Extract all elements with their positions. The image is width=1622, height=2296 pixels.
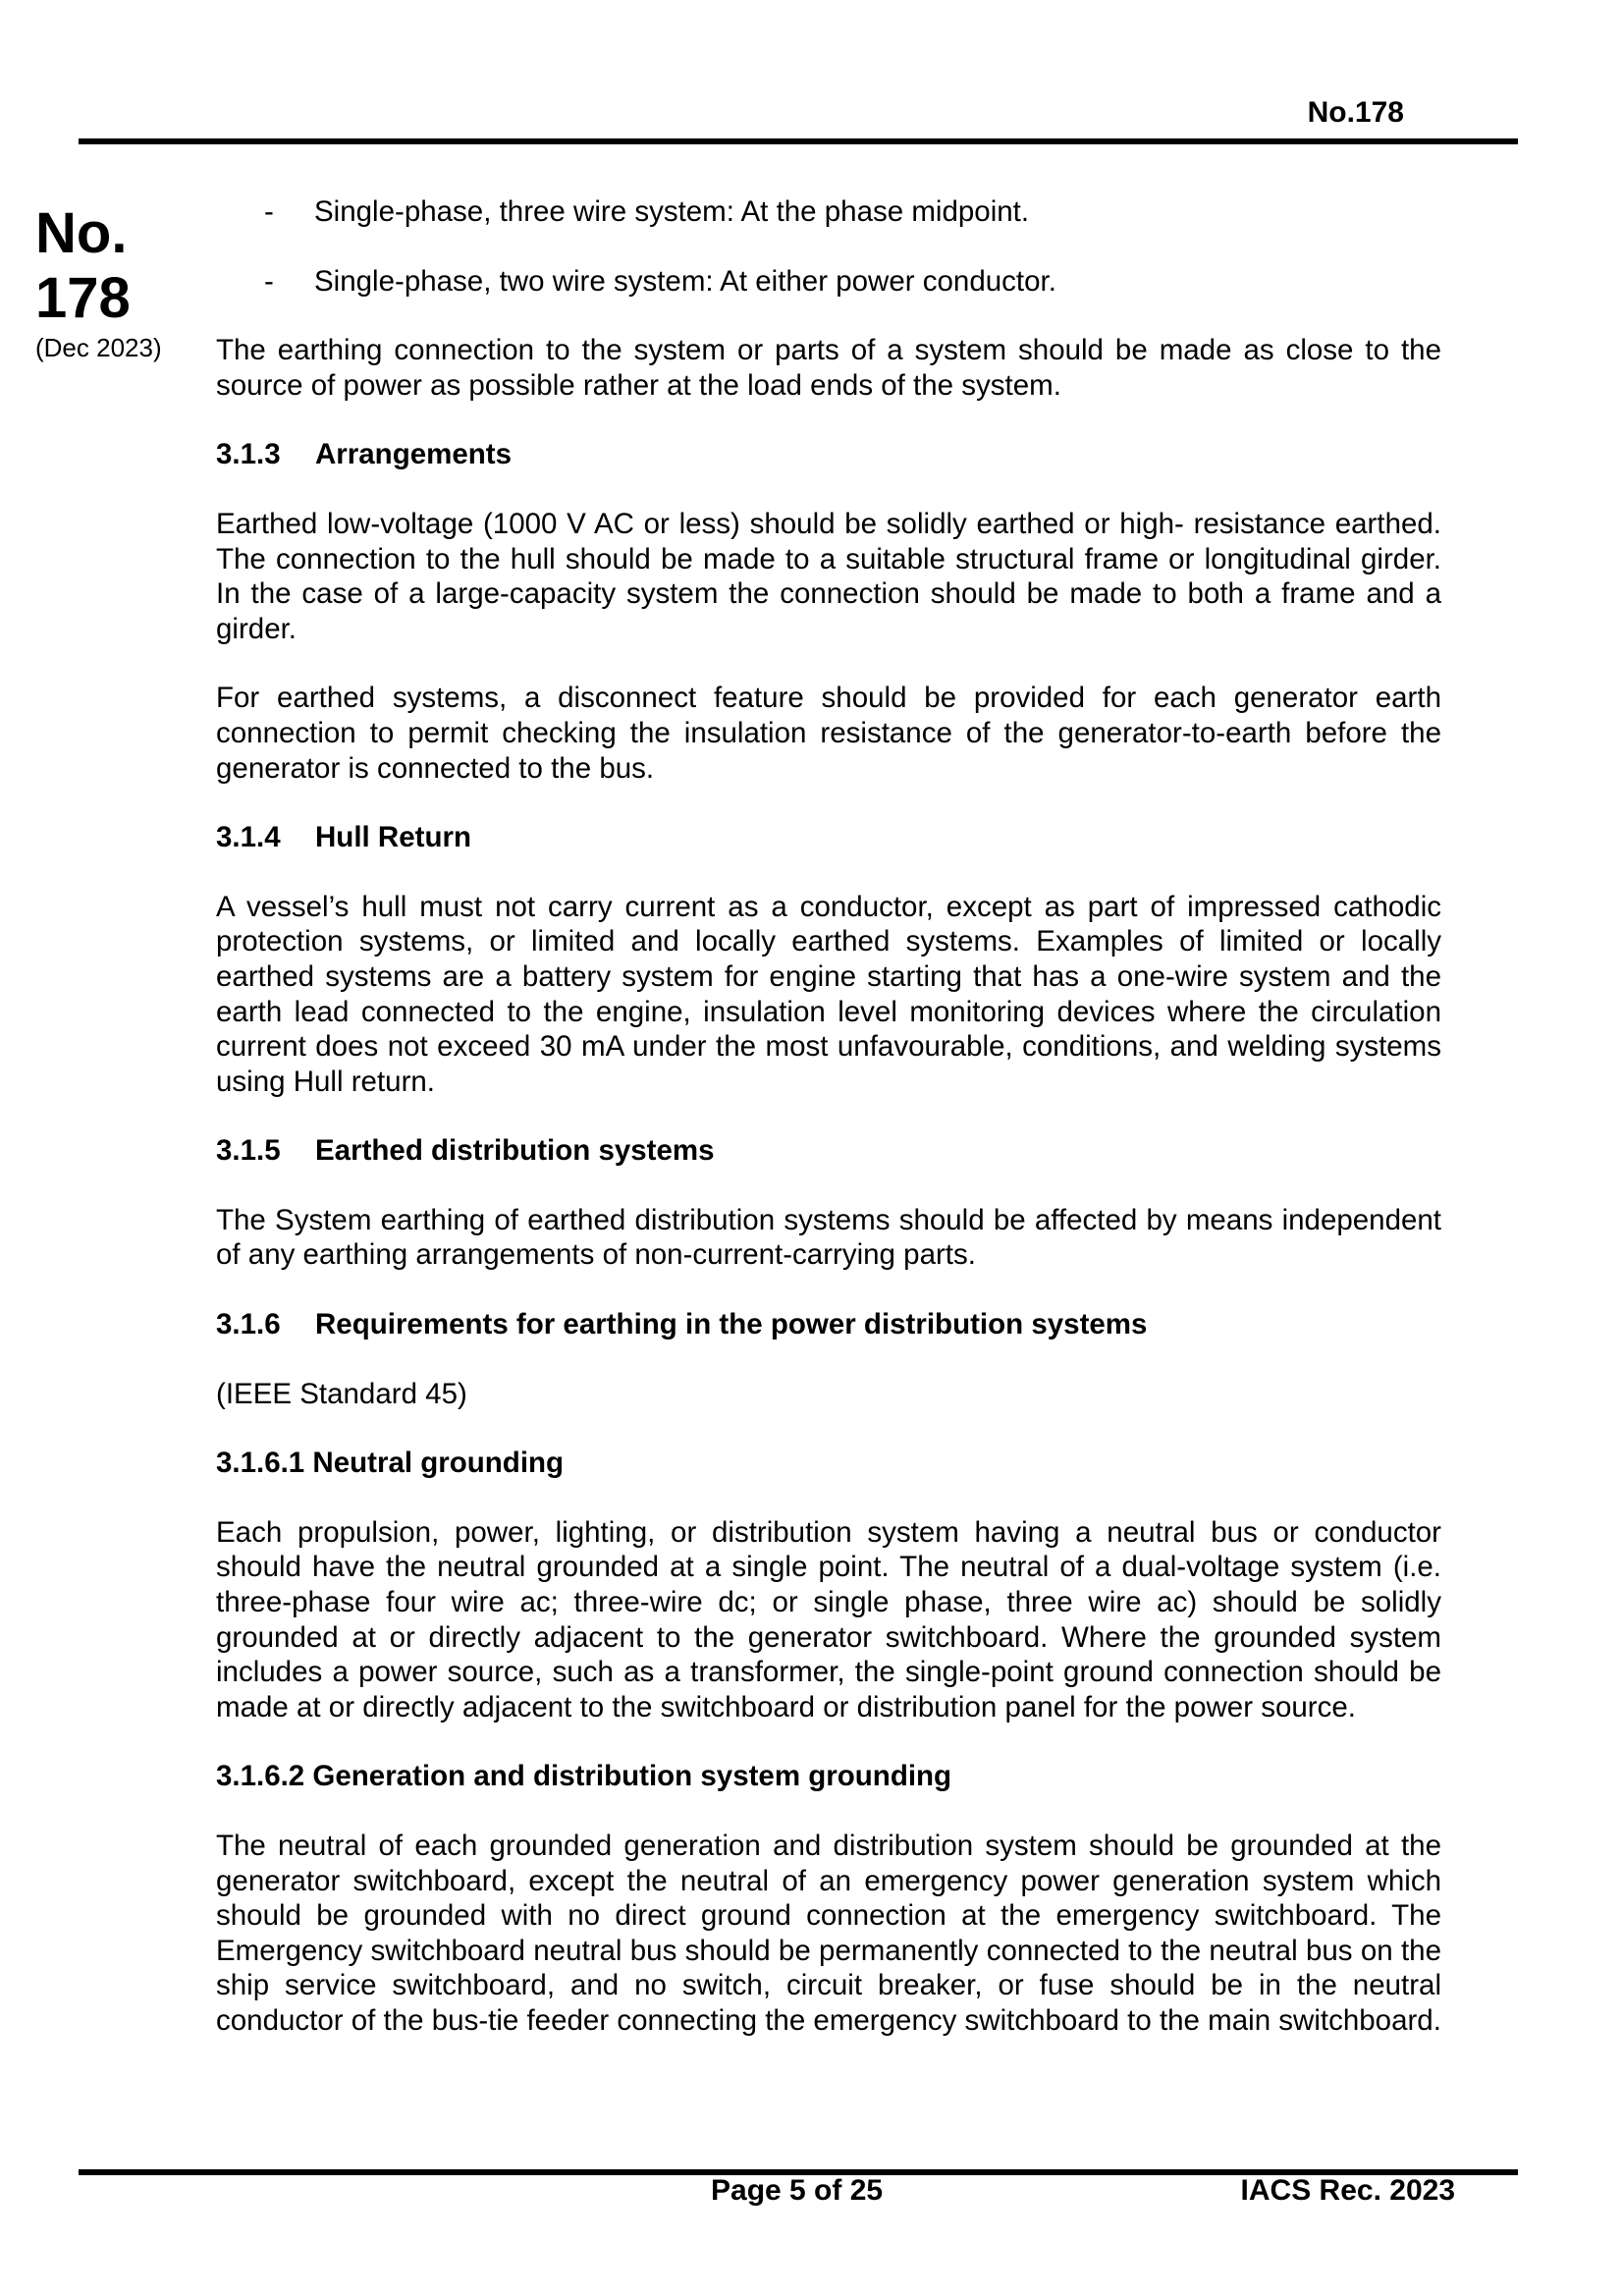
- heading-3-1-6-2: 3.1.6.2 Generation and distribution system grounding: [216, 1760, 952, 1793]
- header-doc-number: No.178: [1307, 96, 1404, 129]
- heading-title: Requirements for earthing in the power distribution systems: [315, 1308, 1148, 1341]
- heading-number: 3.1.3: [216, 438, 281, 471]
- side-no-label: No.: [35, 201, 128, 265]
- heading-number: 3.1.5: [216, 1134, 281, 1168]
- heading-3-1-5: [216, 1133, 1441, 1169]
- heading-3-1-3: [216, 437, 1441, 472]
- paragraph-3-1-5: The System earthing of earthed distribution systems should be affected by means independent of any earthing arrangements of non-current-carrying parts.: [216, 1203, 1441, 1272]
- side-label: [35, 201, 192, 363]
- heading-number: 3.1.4: [216, 821, 281, 854]
- heading-title: Hull Return: [315, 821, 471, 854]
- main-content: [216, 194, 1441, 2073]
- paragraph-3-1-6-1: Each propulsion, power, lighting, or distribution system having a neutral bus or conductor should have the neutral grounded at a single point. The neutral of a dual-voltage system (i.e. three-phase four wire ac; three-wire dc; or single phase, three wire ac) should be solidly grounded at or directly adjacent to the generator switchboard. Where the grounded system includes a power source, such as a transformer, the single-point ground connection should be made at or directly adjacent to the switchboard or distribution panel for the power source.: [216, 1515, 1441, 1723]
- paragraph-intro: The earthing connection to the system or parts of a system should be made as close to the source of power as possible rather at the load ends of the system.: [216, 334, 1441, 402]
- heading-title: Arrangements: [315, 438, 513, 471]
- bullet-dash: -: [264, 195, 274, 228]
- heading-number: 3.1.6: [216, 1308, 281, 1341]
- heading-3-1-6-1: 3.1.6.1 Neutral grounding: [216, 1447, 565, 1480]
- bullet-text: Single-phase, two wire system: At either power conductor.: [314, 264, 1056, 298]
- paragraph-3-1-6: (IEEE Standard 45): [216, 1377, 467, 1410]
- bullet-item: [216, 194, 1441, 230]
- bullet-dash: -: [264, 264, 274, 298]
- heading-title: Earthed distribution systems: [315, 1134, 715, 1168]
- side-number: 178: [35, 266, 131, 330]
- side-date: (Dec 2023): [35, 333, 162, 362]
- paragraph-3-1-3-b: For earthed systems, a disconnect feature should be provided for each generator earth connection to permit checking the insulation resistance of the generator-to-earth before the generator is connected to the bus.: [216, 682, 1441, 785]
- footer-rec-label: IACS Rec. 2023: [1240, 2174, 1455, 2207]
- footer-page-number: Page 5 of 25: [711, 2174, 884, 2207]
- bullet-item: [216, 264, 1441, 300]
- bullet-text: Single-phase, three wire system: At the phase midpoint.: [314, 195, 1030, 228]
- paragraph-3-1-6-2: The neutral of each grounded generation and distribution system should be grounded at the generator switchboard, except the neutral of an emergency power generation system which should be grounded with no direct ground connection at the emergency switchboard. The Emergency switchboard neutral bus should be permanently connected to the neutral bus on the ship service switchboard, and no switch, circuit breaker, or fuse should be in the neutral conductor of the bus-tie feeder connecting the emergency switchboard to the main switchboard.: [216, 1830, 1441, 2037]
- heading-3-1-4: [216, 820, 1441, 855]
- paragraph-3-1-3-a: Earthed low-voltage (1000 V AC or less) should be solidly earthed or high- resistance earthed. The connection to the hull should be made to a suitable structural frame or longitudinal girder. In the case of a large-capacity system the connection should be made to both a frame and a girder.: [216, 507, 1441, 645]
- header-rule: [79, 138, 1518, 144]
- heading-3-1-6: [216, 1307, 1441, 1342]
- paragraph-3-1-4: A vessel’s hull must not carry current as a conductor, except as part of impressed cathodic protection systems, or limited and locally earthed systems. Examples of limited or locally earthed systems are a battery system for engine starting that has a one-wire system and the earth lead connected to the engine, insulation level monitoring devices where the circulation current does not exceed 30 mA under the most unfavourable, conditions, and welding systems using Hull return.: [216, 890, 1441, 1098]
